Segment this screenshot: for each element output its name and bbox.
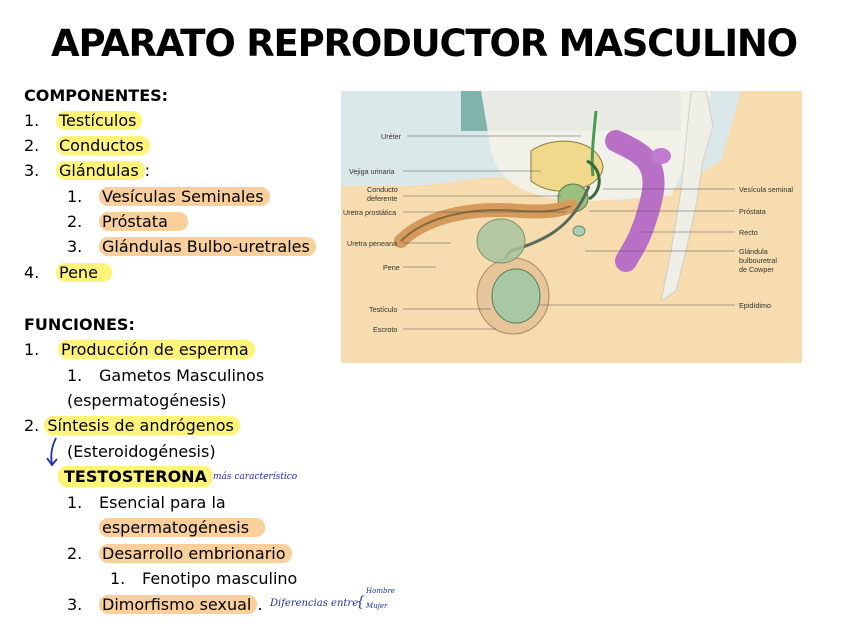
- label-vesicula-seminal: Vesícula seminal: [739, 185, 793, 194]
- label-prostata: Próstata: [739, 207, 766, 216]
- handwritten-note-hombre: Hombre: [366, 587, 395, 595]
- component-item-testiculos: 1. Testículos: [24, 111, 142, 131]
- testosterone-label: TESTOSTERONA: [58, 467, 213, 487]
- label-epididimo: Epidídimo: [739, 301, 771, 310]
- components-heading: COMPONENTES:: [24, 86, 169, 105]
- testosterone-item-desarrollo: 2. Desarrollo embrionario: [67, 544, 292, 564]
- function-item-produccion: 1. Producción de esperma: [24, 340, 255, 360]
- function-sub-gametos: 1. Gametos Masculinos: [67, 366, 265, 385]
- label-pene: Pene: [383, 263, 400, 272]
- label-bulbouretral: bulbouretral: [739, 256, 777, 265]
- label-de-cowper: de Cowper: [739, 265, 774, 274]
- component-item-conductos: 2. Conductos: [24, 136, 150, 156]
- handwritten-note-mujer: Mujer: [366, 602, 388, 610]
- label-ureter: Uréter: [381, 132, 401, 141]
- label-recto: Recto: [739, 228, 758, 237]
- gland-item-bulbouretrales: 3. Glándulas Bulbo-uretrales: [67, 237, 316, 257]
- testosterone-item-esencial-cont: espermatogénesis: [99, 518, 265, 538]
- testosterone-sub-fenotipo: 1. Fenotipo masculino: [110, 569, 298, 588]
- component-item-pene: 4. Pene: [24, 263, 112, 283]
- function-item-sintesis: 2. Síntesis de andrógenos: [24, 416, 240, 436]
- handwritten-arrow: [44, 436, 66, 470]
- bulbourethral-gland: [573, 226, 585, 236]
- testosterone-item-dimorfismo: 3. Dimorfismo sexual .: [67, 595, 263, 614]
- component-item-glandulas: 3. Glándulas :: [24, 161, 151, 180]
- rectum-upper: [651, 148, 671, 164]
- label-conducto: Conducto: [367, 185, 398, 194]
- epididymis-head: [477, 219, 525, 263]
- testosterone-item-esencial: 1. Esencial para la: [67, 493, 226, 512]
- page-title: APARATO REPRODUCTOR MASCULINO: [51, 22, 797, 65]
- gland-item-vesiculas: 1. Vesículas Seminales: [67, 187, 270, 207]
- label-glandula: Glándula: [739, 247, 768, 256]
- label-uretra-peneana: Uretra peneana: [347, 239, 397, 248]
- anatomy-diagram: [341, 91, 802, 363]
- functions-heading: FUNCIONES:: [24, 315, 135, 334]
- gland-item-prostata: 2. Próstata: [67, 212, 188, 232]
- label-deferente: deferente: [367, 194, 398, 203]
- label-testiculo: Testículo: [369, 305, 398, 314]
- testis: [492, 269, 540, 323]
- label-escroto: Escroto: [373, 325, 398, 334]
- function-sub-gametos-cont: (espermatogénesis): [67, 391, 227, 410]
- handwritten-brace: {: [356, 594, 365, 610]
- label-vejiga: Vejiga urinaria: [349, 167, 395, 176]
- label-uretra-prostatica: Uretra prostática: [343, 208, 397, 217]
- function-sub-esteroidogenesis: (Esteroidogénesis): [67, 442, 216, 461]
- handwritten-note-diferencias: Diferencias entre: [270, 598, 359, 609]
- handwritten-note-mas-caracteristico: más característico: [213, 472, 298, 482]
